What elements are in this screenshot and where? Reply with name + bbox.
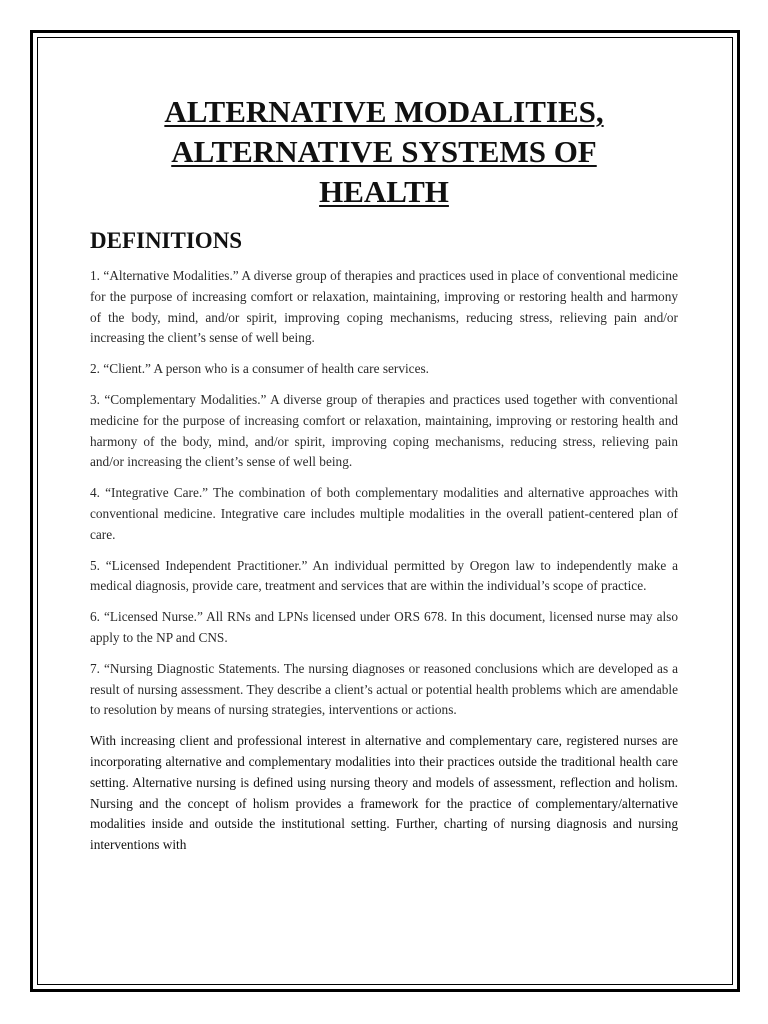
definition-integrative-care: 4. “Integrative Care.” The combination of both complementary modalities and alternative approaches with conventional medicine. Integrative care includes multiple modalities in the overall patient-centered plan of care. xyxy=(90,485,678,542)
definition-nursing-diagnostic-statements: 7. “Nursing Diagnostic Statements. The nursing diagnoses or reasoned conclusions which are developed as a result of nursing assessment. They describe a client’s actual or potential health problems which are amendable to resolution by means of nursing strategies, interventions or actions. xyxy=(90,660,678,718)
title-line-2: ALTERNATIVE SYSTEMS OF xyxy=(171,134,597,169)
definition-licensed-independent-practitioner: 5. “Licensed Independent Practitioner.” An individual permitted by Oregon law to independently make a medical diagnosis, provide care, treatment and services that are within the individual’s scope of practice. xyxy=(90,557,678,594)
definition-client: 2. “Client.” A person who is a consumer of health care services. xyxy=(90,361,429,377)
body-paragraph: With increasing client and professional interest in alternative and complementary care, registered nurses are incorporating alternative and complementary modalities into their practices outside the traditional health care setting. Alternative nursing is defined using nursing theory and models of assessment, reflection and holism. Nursing and the concept of holism provides a framework for the practice of complementary/alternative modalities inside and outside the institutional setting. Further, charting of nursing diagnosis and nursing interventions with xyxy=(90,733,678,853)
document-title xyxy=(90,92,678,212)
document-content xyxy=(90,92,678,866)
definition-complementary-modalities: 3. “Complementary Modalities.” A diverse group of therapies and practices used together with conventional medicine for the purpose of increasing comfort or relaxation, maintaining, improving or restoring health and harmony of the body, mind, and/or spirit, improving coping mechanisms, reducing stress, relieving pain and/or increasing the client’s sense of well being. xyxy=(90,391,678,470)
definition-licensed-nurse: 6. “Licensed Nurse.” All RNs and LPNs licensed under ORS 678. In this document, licensed nurse may also apply to the NP and CNS. xyxy=(90,609,678,645)
title-line-3: HEALTH xyxy=(319,174,449,209)
title-line-1: ALTERNATIVE MODALITIES, xyxy=(164,94,604,129)
definition-alternative-modalities: 1. “Alternative Modalities.” A diverse group of therapies and practices used in place of conventional medicine for the purpose of increasing comfort or relaxation, maintaining, improving or restoring health and harmony of the body, mind, and/or spirit, improving coping mechanisms, reducing stress, relieving pain and/or increasing the client’s sense of well being. xyxy=(90,268,678,346)
definitions-heading: DEFINITIONS xyxy=(90,228,243,253)
